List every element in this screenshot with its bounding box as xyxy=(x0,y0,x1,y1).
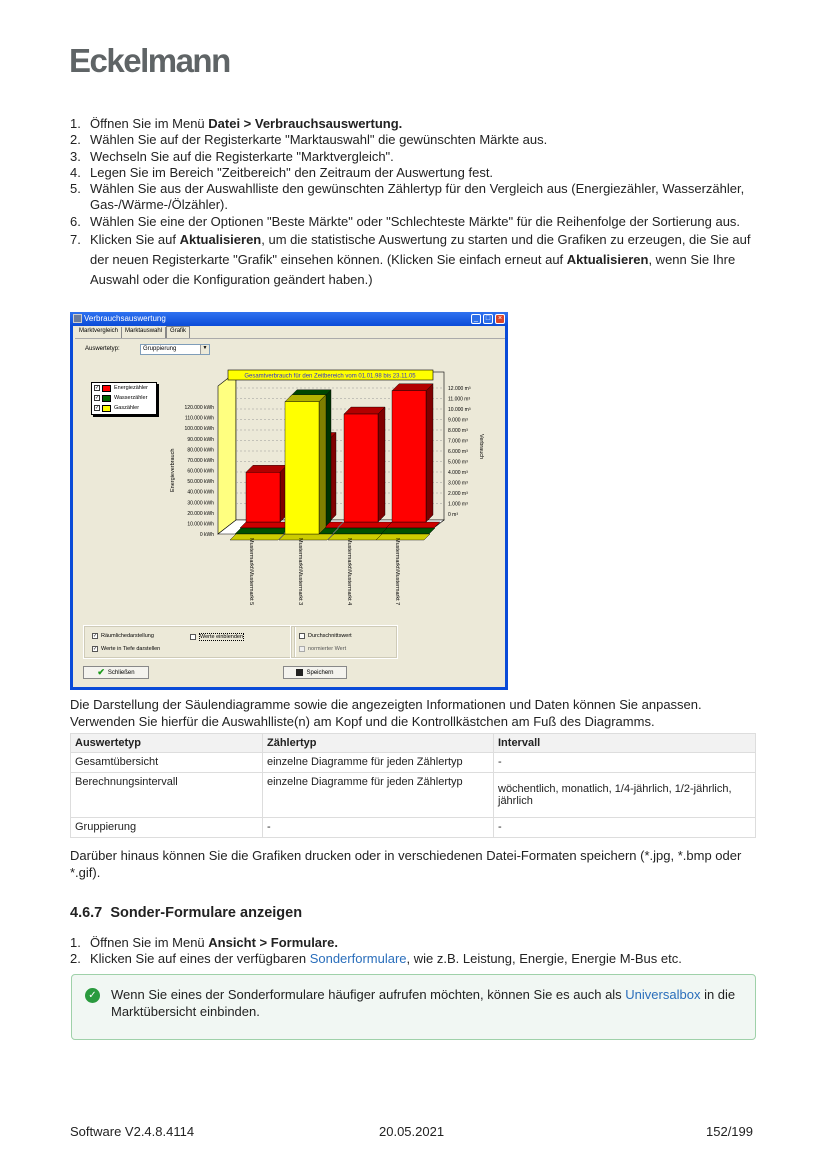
table-cell: Gesamtübersicht xyxy=(71,753,263,773)
floor-strip xyxy=(381,528,435,534)
list-number: 4. xyxy=(70,164,81,180)
bar-top xyxy=(285,395,326,402)
normiert-checkbox[interactable] xyxy=(299,646,346,652)
list-item xyxy=(70,165,760,181)
table-cell: - xyxy=(494,818,756,838)
y-tick-label: 30.000 kWh xyxy=(187,500,214,507)
table-cell: Berechnungsintervall xyxy=(71,773,263,818)
list-number: 5. xyxy=(70,181,81,197)
text: Klicken Sie auf xyxy=(90,232,180,248)
steps-list xyxy=(70,116,760,290)
auswertetyp-table xyxy=(70,733,756,838)
minimize-button[interactable]: _ xyxy=(471,314,481,324)
x-category-label: Mustermarkt\Mustermarkt 3 xyxy=(297,538,303,606)
durchschnitt-checkbox[interactable] xyxy=(299,633,352,639)
list-item xyxy=(70,951,760,967)
bar-top xyxy=(246,465,287,472)
y-tick-label: 100.000 kWh xyxy=(184,426,214,433)
bar-gaszähler xyxy=(285,402,319,534)
list-text xyxy=(90,214,740,230)
table-cell: einzelne Diagramme für jeden Zählertyp xyxy=(263,773,494,818)
y-tick-label: 80.000 kWh xyxy=(187,447,214,454)
table-cell: - xyxy=(263,818,494,838)
list-number: 1. xyxy=(70,116,81,131)
steps2-list xyxy=(70,935,760,968)
y2-tick-label: 2.000 m³ xyxy=(448,491,468,497)
text: Öffnen Sie im Menü xyxy=(90,116,209,131)
list-number: 3. xyxy=(70,148,81,164)
display-options-group xyxy=(83,625,296,659)
value-options-group xyxy=(290,625,398,659)
bold-text: Aktualisieren xyxy=(179,232,262,248)
floor-strip xyxy=(338,522,392,528)
legend-label: Gaszähler xyxy=(114,405,140,411)
section-number: 4.6.7 xyxy=(70,905,103,921)
chart-title: Gesamtverbrauch für den Zeitbereich vom 01.01.98 bis 23.11.05 xyxy=(244,373,416,380)
y-tick-label: 10.000 kWh xyxy=(187,521,214,528)
list-text xyxy=(90,165,493,181)
raeumlich-label: Räumlichedarstellung xyxy=(101,633,154,639)
floor-strip xyxy=(333,528,387,534)
checkmark-icon: ✔ xyxy=(97,667,105,677)
bar-top xyxy=(392,384,433,391)
checkbox-icon: ✓ xyxy=(95,405,100,411)
floor-strip xyxy=(376,534,430,540)
floor-strip xyxy=(230,534,284,540)
einblenden-checkbox[interactable] xyxy=(190,633,244,641)
x-category-label: Mustermarkt\Mustermarkt 5 xyxy=(248,538,254,606)
chevron-down-icon: ▼ xyxy=(200,345,209,354)
bar-top xyxy=(344,407,385,414)
y-tick-label: 90.000 kWh xyxy=(187,436,214,443)
bar-side xyxy=(378,407,385,522)
text: , wie z.B. Leistung, Energie, Energie M-Bus etc. xyxy=(406,951,682,967)
tab-marktvergleich[interactable]: Marktvergleich xyxy=(76,327,122,338)
bar-energiezähler xyxy=(344,414,378,522)
text: , um die statistische Auswertung zu starten und die Grafiken zu erzeugen, die Sie auf der neuen Registerkarte "Grafik" einsehen können. (Klicken Sie einfach erneut auf xyxy=(90,232,751,268)
x-category-label: Mustermarkt\Mustermarkt 4 xyxy=(346,538,352,606)
text: in die Marktübersicht einbinden. xyxy=(111,987,736,1019)
list-number: 6. xyxy=(70,213,81,229)
list-item xyxy=(70,181,760,214)
y2-tick-label: 5.000 m³ xyxy=(448,459,468,466)
normiert-label: normierter Wert xyxy=(308,646,347,652)
text: Wählen Sie eine der Optionen "Beste Märkte" oder "Schlechteste Märkte" für die Reihenfolge der Sortierung aus. xyxy=(90,213,741,229)
bar-energiezähler xyxy=(392,391,426,522)
y2-tick-label: 3.000 m³ xyxy=(448,480,468,487)
floor-strip xyxy=(386,522,440,528)
text: Wechseln Sie auf die Registerkarte "Marktvergleich". xyxy=(90,148,394,164)
list-item xyxy=(70,230,760,290)
text: Klicken Sie auf eines der verfügbaren xyxy=(90,951,310,967)
auswertetyp-label: Auswertetyp: xyxy=(85,346,120,352)
tab-marktauswahl[interactable]: Marktauswahl xyxy=(122,327,166,338)
section-heading xyxy=(70,905,302,921)
y2-tick-label: 9.000 m³ xyxy=(448,417,468,424)
einblenden-label: Werte einblenden xyxy=(200,634,244,640)
y-tick-label: 0 kWh xyxy=(199,532,214,538)
bar-side xyxy=(426,384,433,522)
list-item xyxy=(70,149,760,165)
text: Wählen Sie auf der Registerkarte "Marktauswahl" die gewünschten Märkte aus. xyxy=(90,132,548,148)
table-cell: Gruppierung xyxy=(71,818,263,838)
y2-tick-label: 7.000 m³ xyxy=(448,438,468,445)
y2-axis-label: Verbrauch xyxy=(478,434,484,460)
close-window-button[interactable]: × xyxy=(495,314,505,324)
legend-label: Energiezähler xyxy=(114,385,148,391)
text: Wenn Sie eines der Sonderformulare häufiger aufrufen möchten, können Sie es auch als xyxy=(111,987,626,1002)
table-header: Zählertyp xyxy=(263,734,494,753)
auswertetyp-value: Gruppierung xyxy=(143,346,177,352)
list-text xyxy=(90,149,394,165)
list-text xyxy=(90,132,547,148)
y-tick-label: 40.000 kWh xyxy=(187,489,214,496)
y2-tick-label: 11.000 m³ xyxy=(448,396,471,403)
text: Wählen Sie aus der Auswahlliste den gewünschten Zählertyp für den Vergleich aus (Energiezähler, Wasserzähler, Gas-/Wärme-/Ölzähler). xyxy=(90,181,745,213)
floor-strip xyxy=(235,528,289,534)
list-item xyxy=(70,132,760,148)
list-text xyxy=(90,935,338,951)
schliessen-label: Schließen xyxy=(107,669,135,676)
callout-text xyxy=(111,986,741,1020)
list-text xyxy=(90,116,402,132)
y2-tick-label: 12.000 m³ xyxy=(448,386,471,392)
speichern-button[interactable] xyxy=(283,666,347,679)
table-cell: wöchentlich, monatlich, 1/4-jährlich, 1/2-jährlich, jährlich xyxy=(494,773,756,818)
raeumlich-checkbox[interactable]: ✓ Räumlichedarstellung xyxy=(93,633,154,639)
link[interactable]: Sonderformulare xyxy=(309,951,407,967)
y-tick-label: 50.000 kWh xyxy=(187,479,214,486)
paragraph-export: Darüber hinaus können Sie die Grafiken drucken oder in verschiedenen Datei-Formaten speichern (*.jpg, *.bmp oder *.gif). xyxy=(70,848,742,880)
tiefe-label: Werte in Tiefe darstellen xyxy=(101,646,161,652)
list-text xyxy=(90,181,760,214)
y2-tick-label: 6.000 m³ xyxy=(448,449,468,455)
list-item xyxy=(70,214,760,230)
schliessen-button[interactable] xyxy=(83,666,149,679)
y-tick-label: 70.000 kWh xyxy=(187,457,214,464)
y-tick-label: 110.000 kWh xyxy=(184,415,214,422)
check-circle-icon: ✓ xyxy=(85,988,100,1003)
table-header: Auswertetyp xyxy=(71,734,263,753)
table-header: Intervall xyxy=(494,734,756,753)
list-item xyxy=(70,935,760,951)
speichern-label: Speichern xyxy=(306,669,334,676)
link[interactable]: Universalbox xyxy=(625,987,701,1002)
bold-text: Ansicht > Formulare. xyxy=(208,935,338,950)
tab-grafik[interactable]: Grafik xyxy=(166,326,190,338)
floor-strip xyxy=(328,534,382,540)
table-row xyxy=(71,753,756,773)
durchschnitt-label: Durchschnittswert xyxy=(308,633,352,639)
y-axis-label: Energieverbrauch xyxy=(170,448,176,492)
bold-text: Datei > Verbrauchsauswertung. xyxy=(208,116,403,131)
y-tick-label: 60.000 kWh xyxy=(187,468,214,475)
list-item xyxy=(70,116,760,132)
y2-tick-label: 8.000 m³ xyxy=(448,428,468,434)
tiefe-checkbox[interactable]: ✓ Werte in Tiefe darstellen xyxy=(93,646,161,652)
list-number: 2. xyxy=(70,951,81,967)
footer-page: 152/199 xyxy=(706,1124,753,1139)
checkbox-icon: ✓ xyxy=(95,395,100,401)
footer-date: 20.05.2021 xyxy=(379,1124,445,1139)
tip-callout xyxy=(71,974,756,1040)
y2-tick-label: 4.000 m³ xyxy=(448,470,468,476)
list-text xyxy=(90,230,760,290)
bar-energiezähler xyxy=(246,472,280,522)
list-text xyxy=(90,951,682,967)
window-title: Verbrauchsauswertung xyxy=(84,314,166,323)
verbrauchsauswertung-window xyxy=(70,312,508,690)
y2-tick-label: 1.000 m³ xyxy=(448,501,468,508)
text: Legen Sie im Bereich "Zeitbereich" den Zeitraum der Auswertung fest. xyxy=(90,164,494,180)
table-row xyxy=(71,773,756,818)
maximize-button[interactable]: □ xyxy=(483,314,493,324)
text: , wenn Sie Ihre Auswahl oder die Konfiguration geändert haben.) xyxy=(90,252,736,288)
y2-tick-label: 10.000 m³ xyxy=(448,407,471,413)
x-category-label: Mustermarkt\Mustermarkt 7 xyxy=(394,538,400,606)
text: Öffnen Sie im Menü xyxy=(90,935,209,950)
chart-side-wall xyxy=(218,372,236,534)
legend-label: Wasserzähler xyxy=(114,395,148,401)
eckelmann-logo: Eckelmann xyxy=(69,42,230,79)
checkbox-icon: ✓ xyxy=(95,385,100,391)
table-cell: - xyxy=(494,753,756,773)
list-number: 2. xyxy=(70,132,81,148)
y-tick-label: 20.000 kWh xyxy=(187,510,214,517)
section-title: Sonder-Formulare anzeigen xyxy=(110,905,303,921)
list-number: 1. xyxy=(70,935,81,950)
bold-text: Aktualisieren xyxy=(566,252,649,268)
bar-side xyxy=(319,395,326,534)
table-cell: einzelne Diagramme für jeden Zählertyp xyxy=(263,753,494,773)
y2-tick-label: 0 m³ xyxy=(448,512,458,518)
floor-strip xyxy=(279,534,333,540)
y-tick-label: 120.000 kWh xyxy=(184,405,214,411)
table-row xyxy=(71,818,756,838)
floppy-disk-icon xyxy=(296,669,303,676)
paragraph-display: Die Darstellung der Säulendiagramme sowie die angezeigten Informationen und Daten können Sie anpassen. Verwenden Sie hierfür die Auswahlliste(n) am Kopf und die Kontrollkästchen am Fuß des Diagramms. xyxy=(70,697,702,729)
footer-version: Software V2.4.8.4114 xyxy=(70,1124,195,1139)
list-number: 7. xyxy=(70,232,81,248)
